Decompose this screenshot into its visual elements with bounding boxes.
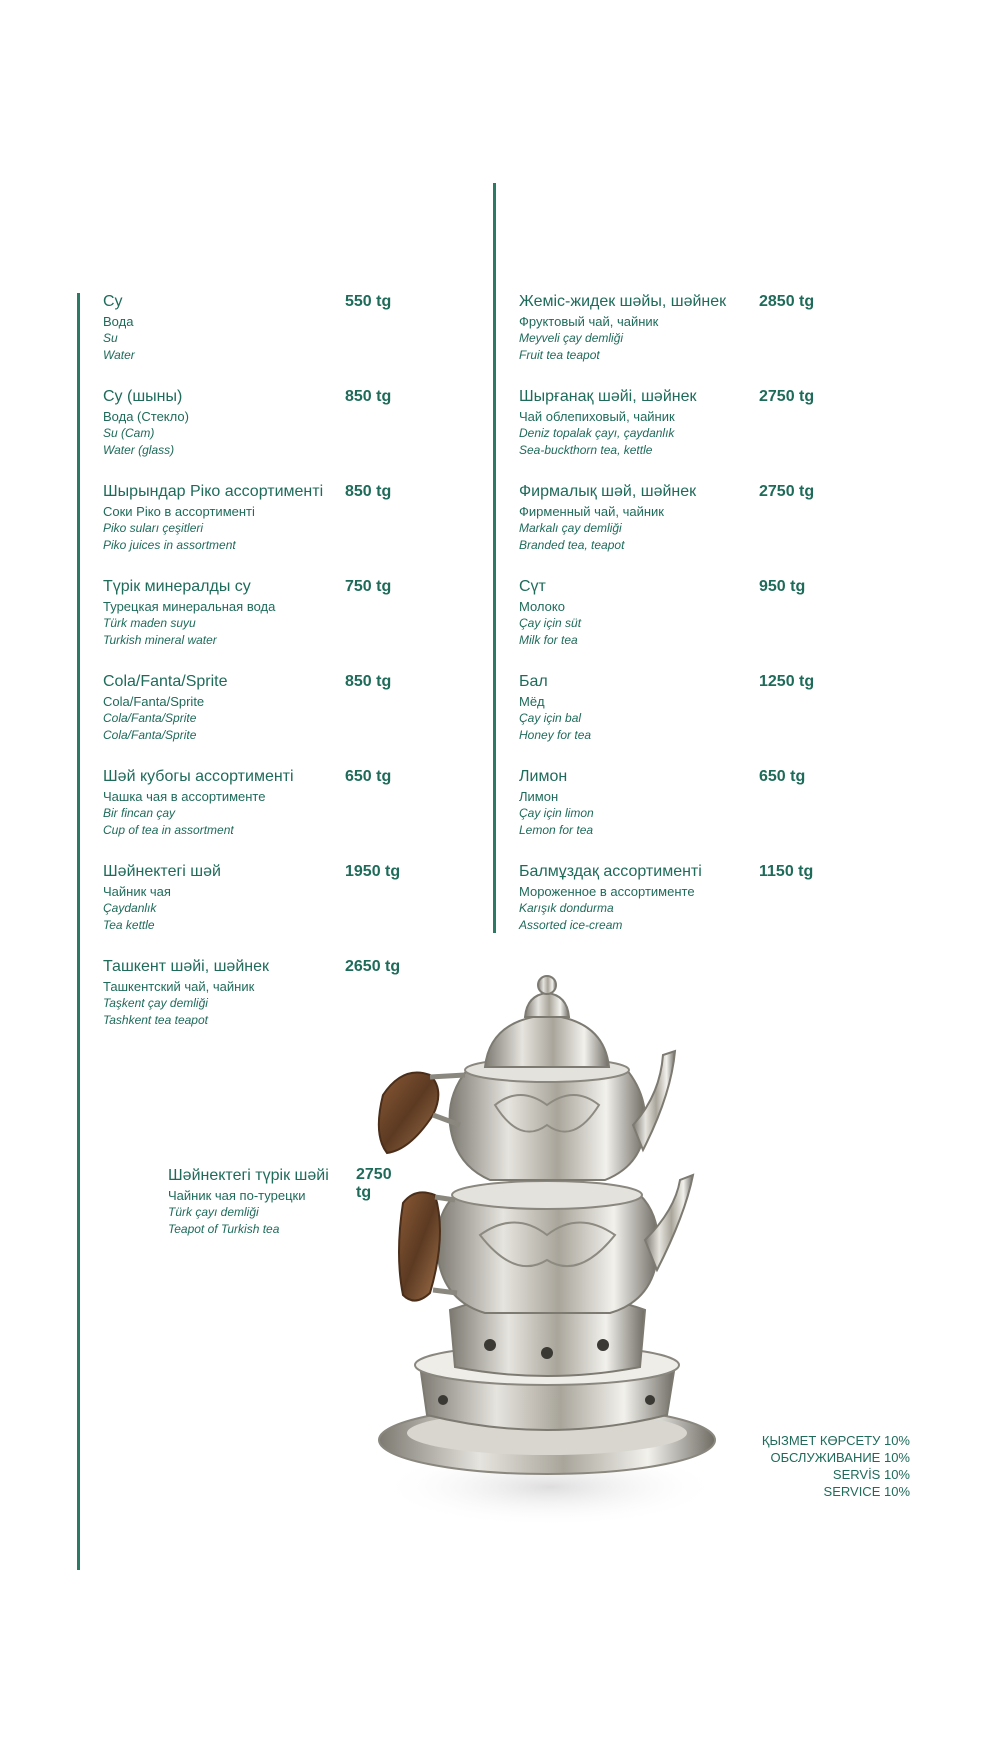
item-name-tr: Çay için limon — [519, 806, 594, 820]
item-name-ru: Чайник чая — [103, 884, 171, 899]
service-line-kk: ҚЫЗМЕТ КӨРСЕТУ 10% — [761, 1433, 910, 1448]
item-name: Шәйнектегі түрік шәйі — [168, 1167, 329, 1184]
item-name-en: Cola/Fanta/Sprite — [103, 728, 197, 742]
item-name-ru: Фруктовый чай, чайник — [519, 314, 659, 329]
item-price: 550 tg — [345, 293, 392, 310]
service-line-en: SERVICE 10% — [823, 1484, 910, 1499]
menu-item — [103, 862, 433, 957]
item-name-ru: Вода (Стекло) — [103, 409, 189, 424]
item-name-en: Milk for tea — [519, 633, 578, 647]
item-name-ru: Вода — [103, 314, 134, 329]
featured-menu-item — [168, 1166, 392, 1238]
left-menu-column — [103, 292, 433, 1052]
item-name-ru: Мороженное в ассортименте — [519, 884, 695, 899]
item-name-en: Assorted ice-cream — [519, 918, 623, 932]
item-price: 850 tg — [345, 483, 392, 500]
item-name-tr: Türk maden suyu — [103, 616, 196, 630]
item-price: 1150 tg — [759, 863, 814, 880]
item-price: 2850 tg — [759, 293, 815, 310]
item-name-ru: Чай облепиховый, чайник — [519, 409, 675, 424]
item-name: Бал — [519, 673, 548, 690]
item-name-tr: Bir fincan çay — [103, 806, 176, 820]
item-name-en: Tea kettle — [103, 918, 155, 932]
item-name-en: Turkish mineral water — [103, 633, 217, 647]
item-name-en: Lemon for tea — [519, 823, 594, 837]
item-name-tr: Taşkent çay demliği — [103, 996, 208, 1010]
item-name-en: Fruit tea teapot — [519, 348, 600, 362]
item-name: Түрік минералды су — [103, 578, 251, 595]
item-name-ru: Молоко — [519, 599, 565, 614]
item-name-tr: Çaydanlık — [103, 901, 157, 915]
item-name: Балмұздақ ассортименті — [519, 863, 702, 880]
item-name-en: Tashkent tea teapot — [103, 1013, 208, 1027]
item-name-tr: Markalı çay demliği — [519, 521, 622, 535]
item-name: Фирмалық шәй, шәйнек — [519, 483, 697, 500]
item-name-tr: Çay için bal — [519, 711, 582, 725]
item-name-tr: Çay için süt — [519, 616, 582, 630]
service-charge-note — [762, 1432, 910, 1500]
menu-item — [103, 482, 433, 577]
menu-item — [103, 577, 433, 672]
menu-item — [103, 387, 433, 482]
service-line-ru: ОБСЛУЖИВАНИЕ 10% — [770, 1450, 910, 1465]
item-name: Шәйнектегі шәй — [103, 863, 221, 880]
item-name: Су — [103, 293, 123, 310]
menu-item — [519, 482, 849, 577]
menu-item — [519, 387, 849, 482]
item-name-ru: Соки Ріко в ассортименті — [103, 504, 255, 519]
item-price: 1250 tg — [759, 673, 815, 690]
item-name-tr: Su (Cam) — [103, 426, 155, 440]
item-name-en: Teapot of Turkish tea — [168, 1222, 280, 1236]
item-name-ru: Фирменный чай, чайник — [519, 504, 664, 519]
item-name-tr: Türk çayı demliği — [168, 1205, 259, 1219]
menu-item — [103, 767, 433, 862]
item-name: Сүт — [519, 578, 546, 595]
item-price: 650 tg — [345, 768, 392, 785]
item-name: Шырғанақ шәйі, шәйнек — [519, 388, 697, 405]
item-name-en: Water — [103, 348, 135, 362]
item-price: 2750 tg — [759, 388, 815, 405]
menu-item — [519, 672, 849, 767]
item-name-tr: Cola/Fanta/Sprite — [103, 711, 197, 725]
item-price: 2750 tg — [356, 1166, 392, 1201]
item-name-ru: Лимон — [519, 789, 559, 804]
item-name-ru: Чайник чая по-турецки — [168, 1188, 306, 1203]
menu-item — [519, 862, 849, 957]
item-name: Лимон — [519, 768, 568, 785]
item-name-en: Honey for tea — [519, 728, 592, 742]
item-name-tr: Karışık dondurma — [519, 901, 614, 915]
item-name-ru: Чашка чая в ассортименте — [103, 789, 266, 804]
turkish-teapot-icon — [375, 975, 720, 1530]
menu-item — [519, 577, 849, 672]
item-name-tr: Su — [103, 331, 118, 345]
left-divider-line — [77, 293, 80, 1570]
item-name-en: Piko juices in assortment — [103, 538, 236, 552]
right-menu-column — [519, 292, 849, 957]
menu-item — [103, 292, 433, 387]
item-name-tr: Piko suları çeşitleri — [103, 521, 204, 535]
item-name-ru: Ташкентский чай, чайник — [103, 979, 255, 994]
item-price: 850 tg — [345, 673, 392, 690]
item-name-en: Cup of tea in assortment — [103, 823, 234, 837]
item-name-ru: Турецкая минеральная вода — [103, 599, 276, 614]
center-divider-line — [493, 183, 496, 933]
item-name-en: Water (glass) — [103, 443, 175, 457]
item-price: 850 tg — [345, 388, 392, 405]
item-price: 950 tg — [759, 578, 806, 595]
item-price: 750 tg — [345, 578, 392, 595]
item-price: 2650 tg — [345, 958, 401, 975]
item-price: 650 tg — [759, 768, 806, 785]
item-name-tr: Deniz topalak çayı, çaydanlık — [519, 426, 675, 440]
service-line-tr: SERVİS 10% — [832, 1467, 910, 1482]
item-name: Жеміс-жидек шәйы, шәйнек — [519, 293, 727, 310]
menu-item — [519, 292, 849, 387]
menu-item — [103, 672, 433, 767]
item-name: Шырындар Ріко ассортименті — [103, 483, 324, 500]
item-name: Су (шыны) — [103, 388, 183, 405]
item-name-en: Sea-buckthorn tea, kettle — [519, 443, 653, 457]
item-name-ru: Мёд — [519, 694, 545, 709]
item-name: Шәй кубогы ассортименті — [103, 768, 294, 785]
item-name: Ташкент шәйі, шәйнек — [103, 958, 269, 975]
item-name-en: Branded tea, teapot — [519, 538, 625, 552]
item-name-ru: Cola/Fanta/Sprite — [103, 694, 205, 709]
menu-item — [519, 767, 849, 862]
item-price: 2750 tg — [759, 483, 815, 500]
item-price: 1950 tg — [345, 863, 401, 880]
item-name: Cola/Fanta/Sprite — [103, 673, 228, 690]
item-name-tr: Meyveli çay demliği — [519, 331, 624, 345]
